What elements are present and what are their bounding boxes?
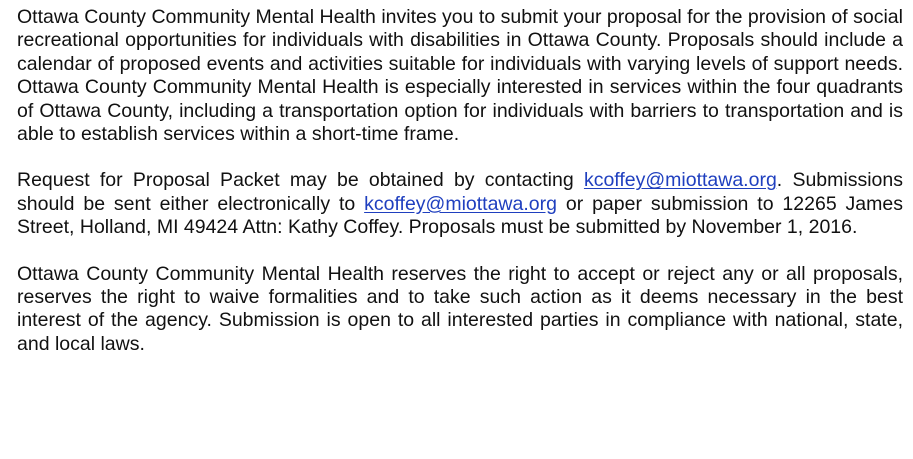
paragraph-submission-text-3: or paper submission to 12265 James Street, Holland, MI 49424 Attn: Kathy Coffey. Proposals must be submitted by November 1, 2016. xyxy=(17,192,903,239)
paragraph-spacer xyxy=(17,240,903,263)
paragraph-spacer xyxy=(17,146,903,169)
email-link-contact[interactable]: kcoffey@miottawa.org xyxy=(583,169,777,192)
paragraph-submission xyxy=(17,169,903,239)
email-link-submission[interactable]: kcoffey@miottawa.org xyxy=(364,192,557,215)
paragraph-submission-text-2: . Submissions should be sent either electronically to xyxy=(17,169,903,215)
document-body xyxy=(17,6,903,356)
paragraph-invitation: Ottawa County Community Mental Health invites you to submit your proposal for the provision of social recreational opportunities for individuals with disabilities in Ottawa County. Proposals should include a calendar of proposed events and activities suitable for individuals with varying levels of support needs. Ottawa County Community Mental Health is especially interested in services within the four quadrants of Ottawa County, including a transportation option for individuals with barriers to transportation and is able to establish services within a short-time frame. xyxy=(17,6,903,146)
paragraph-reservation: Ottawa County Community Mental Health reserves the right to accept or reject any or all proposals, reserves the right to waive formalities and to take such action as it deems necessary in the best interest of the agency. Submission is open to all interested parties in compliance with national, state, and local laws. xyxy=(17,262,903,355)
paragraph-submission-text-1: Request for Proposal Packet may be obtained by contacting xyxy=(17,169,584,192)
